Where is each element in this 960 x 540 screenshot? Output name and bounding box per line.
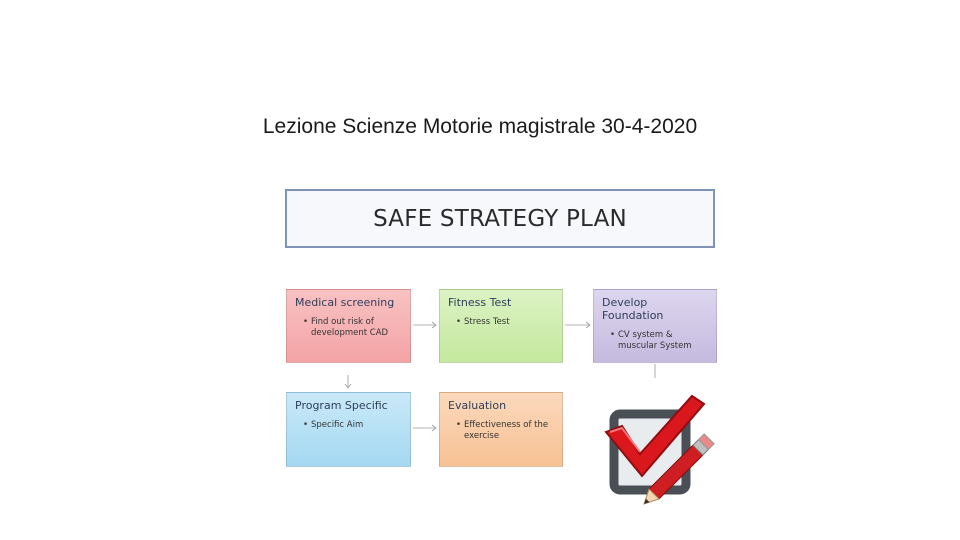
box-title: Evaluation bbox=[448, 399, 507, 412]
plan-header-title: SAFE STRATEGY PLAN bbox=[373, 205, 627, 232]
develop-foundation-box bbox=[593, 289, 717, 363]
checkbox-with-pencil-icon bbox=[596, 392, 736, 512]
box-title: Develop Foundation bbox=[602, 296, 664, 322]
box-title: Medical screening bbox=[295, 296, 395, 309]
slide-title: Lezione Scienze Motorie magistrale 30-4-2020 bbox=[262, 115, 698, 138]
fitness-test-box bbox=[439, 289, 563, 363]
box-bullet: • CV system & muscular System bbox=[610, 330, 708, 352]
box-bullet: • Find out risk of development CAD bbox=[303, 317, 402, 339]
box-title: Fitness Test bbox=[448, 296, 512, 309]
box-bullet: • Stress Test bbox=[456, 317, 554, 328]
program-specific-box bbox=[286, 392, 411, 467]
medical-screening-box bbox=[286, 289, 411, 363]
box-bullet: • Effectiveness of the exercise bbox=[456, 420, 554, 442]
box-title: Program Specific bbox=[295, 399, 388, 412]
evaluation-box bbox=[439, 392, 563, 467]
box-bullet: • Specific Aim bbox=[303, 420, 402, 431]
